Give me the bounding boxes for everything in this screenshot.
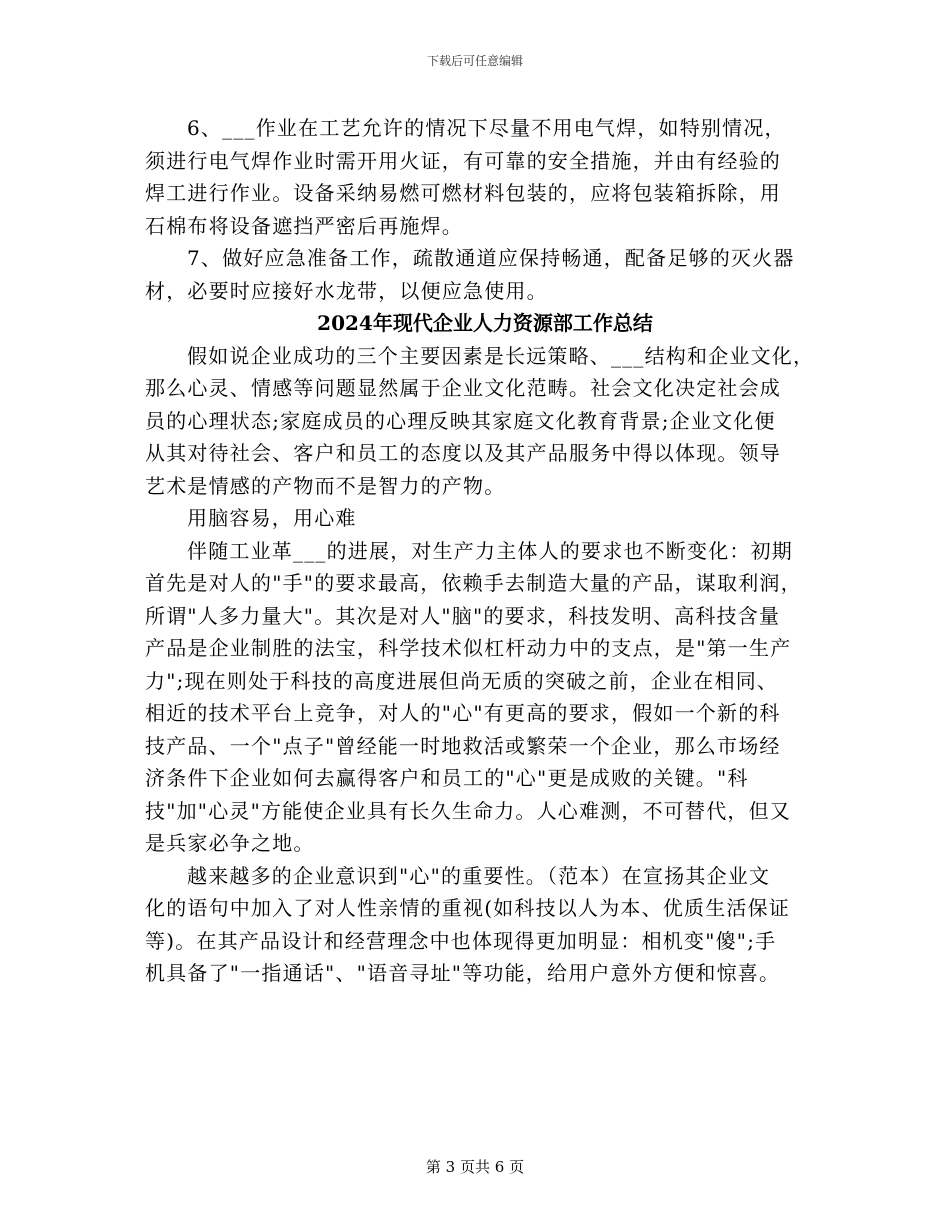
paragraph-line: 6、___作业在工艺允许的情况下尽量不用电气焊，如特别情况，	[187, 116, 786, 140]
paragraph-line: 艺术是情感的产物而不是智力的产物。	[145, 473, 506, 498]
paragraph-line: 产品是企业制胜的法宝，科学技术似杠杆动力中的支点，是"第一生产	[145, 636, 792, 660]
page-footer: 第 3 页共 6 页	[425, 1158, 525, 1176]
paragraph-line: 7、做好应急准备工作，疏散通道应保持畅通，配备足够的灭火器	[187, 246, 795, 270]
paragraph-line: 技"加"心灵"方能使企业具有长久生命力。人心难测，不可替代，但又	[145, 798, 791, 823]
section-title: 2024年现代企业人力资源部工作总结	[317, 311, 653, 335]
paragraph-line: 所谓"人多力量大"。其次是对人"脑"的要求，科技发明、高科技含量	[145, 603, 781, 628]
paragraph-line: 化的语句中加入了对人性亲情的重视(如科技以人为本、优质生活保证	[145, 896, 791, 920]
paragraph-line: 假如说企业成功的三个主要因素是长远策略、___结构和企业文化，	[187, 343, 815, 368]
paragraph-line: 首先是对人的"手"的要求最高，依赖手去制造大量的产品，谋取利润，	[145, 571, 802, 595]
paragraph-line: 那么心灵、情感等问题显然属于企业文化范畴。社会文化决定社会成	[145, 376, 781, 400]
paragraph-line: 从其对待社会、客户和员工的态度以及其产品服务中得以体现。领导	[145, 441, 781, 465]
subheading: 用脑容易，用心难	[187, 506, 357, 530]
paragraph-line: 员的心理状态;家庭成员的心理反映其家庭文化教育背景;企业文化便	[145, 408, 776, 433]
paragraph-line: 伴随工业革___的进展，对生产力主体人的要求也不断变化：初期	[187, 538, 793, 563]
paragraph-line: 须进行电气焊作业时需开用火证，有可靠的安全措施，并由有经验的	[145, 148, 781, 173]
paragraph-line: 石棉布将设备遮挡严密后再施焊。	[145, 213, 463, 238]
paragraph-line: 等)。在其产品设计和经营理念中也体现得更加明显：相机变"傻";手	[145, 928, 777, 953]
paragraph-line: 材，必要时应接好水龙带，以便应急使用。	[145, 278, 548, 303]
paragraph-line: 力";现在则处于科技的高度进展但尚无质的突破之前，企业在相同、	[145, 668, 779, 693]
paragraph-line: 相近的技术平台上竞争，对人的"心"有更高的要求，假如一个新的科	[145, 701, 781, 725]
paragraph-line: 是兵家必争之地。	[145, 831, 315, 855]
paragraph-line: 技产品、一个"点子"曾经能一时地救活或繁荣一个企业，那么市场经	[145, 733, 781, 758]
page-header: 下载后可任意编辑	[426, 54, 523, 68]
paragraph-line: 越来越多的企业意识到"心"的重要性。（范本）在宣扬其企业文	[187, 863, 771, 888]
paragraph-line: 济条件下企业如何去赢得客户和员工的"心"更是成败的关键。"科	[145, 766, 749, 790]
paragraph-line: 焊工进行作业。设备采纳易燃可燃材料包装的，应将包装箱拆除，用	[145, 181, 781, 205]
document-body	[145, 112, 815, 990]
paragraph-line: 机具备了"一指通话"、"语音寻址"等功能，给用户意外方便和惊喜。	[145, 961, 781, 985]
